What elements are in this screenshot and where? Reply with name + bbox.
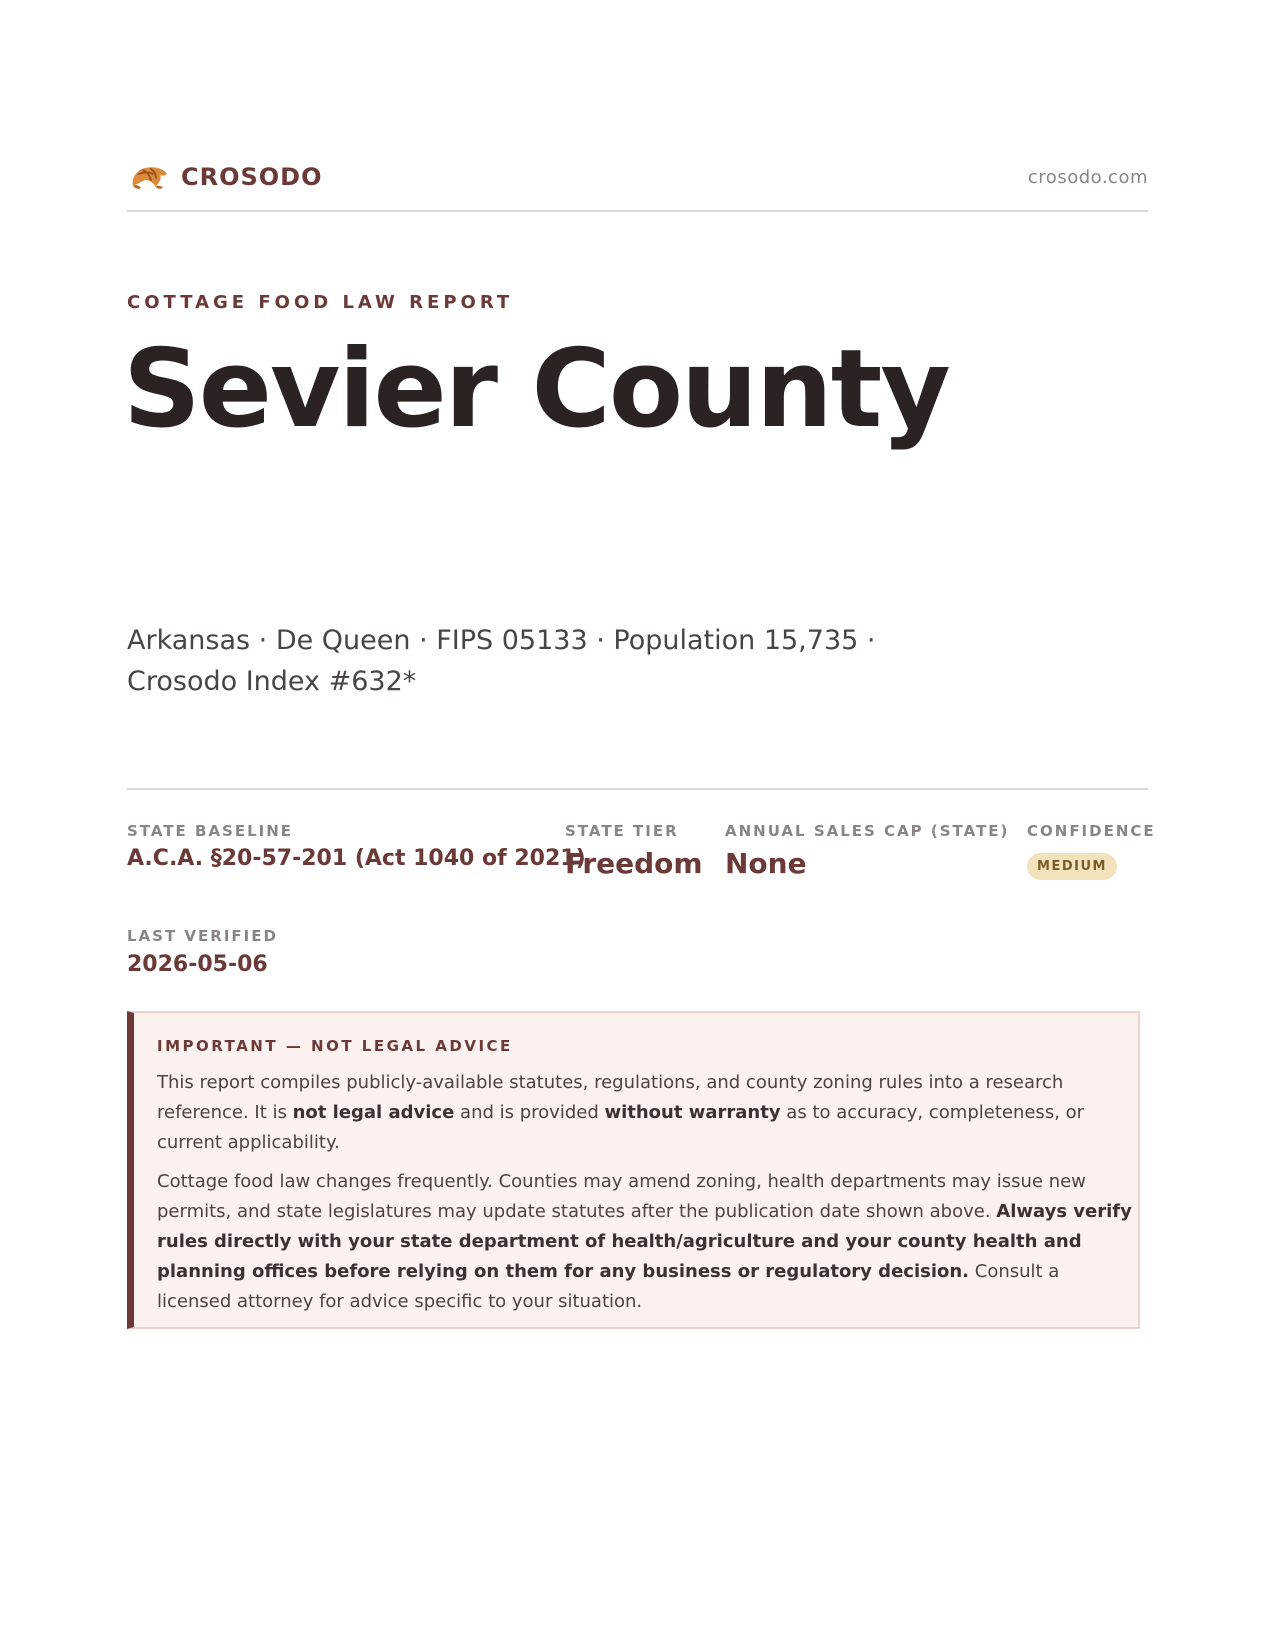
county-summary-line-1: Arkansas · De Queen · FIPS 05133 · Population 15,735 · <box>127 625 876 656</box>
section-divider <box>127 788 1148 790</box>
sales-cap-value: None <box>725 847 807 880</box>
confidence-badge: MEDIUM <box>1027 853 1117 880</box>
site-url-link[interactable]: crosodo.com <box>1027 167 1148 188</box>
county-summary-line-2: Crosodo Index #632* <box>127 666 417 697</box>
sales-cap-label: ANNUAL SALES CAP (STATE) <box>725 822 1010 840</box>
county-summary <box>127 620 887 702</box>
brand-name: CROSODO <box>181 163 323 191</box>
report-kicker: COTTAGE FOOD LAW REPORT <box>127 292 514 313</box>
state-tier-value: Freedom <box>565 847 703 880</box>
page-title: Sevier County <box>123 327 949 452</box>
state-tier-label: STATE TIER <box>565 822 679 840</box>
report-header <box>127 155 1148 212</box>
state-baseline-value: A.C.A. §20-57-201 (Act 1040 of 2021) <box>127 846 586 871</box>
disclaimer-title: IMPORTANT — NOT LEGAL ADVICE <box>157 1037 513 1055</box>
croissant-icon <box>129 160 169 194</box>
brand-logo[interactable] <box>129 160 323 194</box>
disclaimer-paragraph-2: Cottage food law changes frequently. Counties may amend zoning, health departments may issue new permits, and state legislatures may update statutes after the publication date shown above. Always verify rules directly with your state department of health/agriculture and your county health and planning offices before relying on them for any business or regulatory decision. Consult a licensed attorney for advice specific to your situation. <box>157 1171 1132 1312</box>
disclaimer-paragraph-1: This report compiles publicly-available statutes, regulations, and county zoning rules into a research reference. It is not legal advice and is provided without warranty as to accuracy, completeness, or current applicability. <box>157 1072 1085 1153</box>
confidence-label: CONFIDENCE <box>1027 822 1156 840</box>
last-verified-value: 2026-05-06 <box>127 952 268 977</box>
last-verified-label: LAST VERIFIED <box>127 927 278 945</box>
legal-disclaimer-box <box>127 1011 1140 1329</box>
state-baseline-label: STATE BASELINE <box>127 822 294 840</box>
